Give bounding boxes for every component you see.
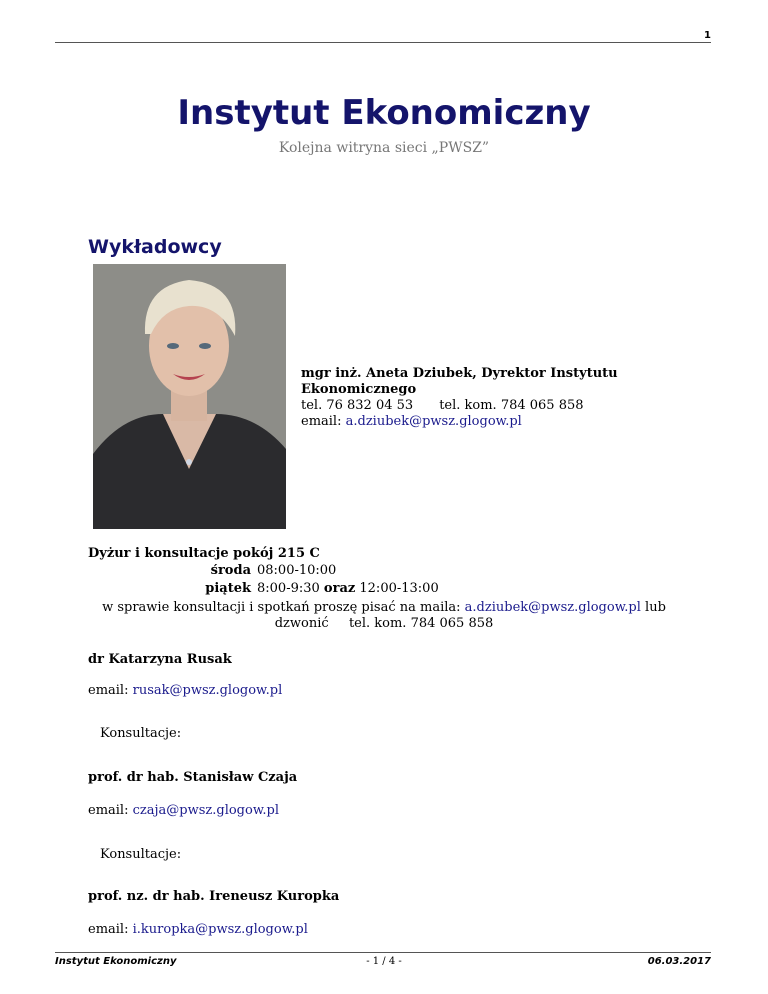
duty-heading: Dyżur i konsultacje pokój 215 C	[88, 546, 320, 561]
lecturer-name: dr Katarzyna Rusak	[88, 652, 232, 667]
schedule-hours: 8:00-9:30	[257, 581, 320, 596]
email-label: email:	[88, 683, 129, 698]
lecturer-email-row	[88, 803, 279, 818]
lecturer-consultations: Konsultacje:	[100, 847, 182, 862]
contact-text: w sprawie konsultacji i spotkań proszę pisać na maila:	[102, 600, 461, 615]
footer-page-indicator: - 1 / 4 -	[366, 956, 402, 967]
site-subtitle: Kolejna witryna sieci „PWSZ”	[278, 140, 490, 156]
lecturer-name: prof. dr hab. Stanisław Czaja	[88, 770, 298, 785]
schedule-row-wednesday	[0, 563, 768, 578]
contact-or: lub	[645, 600, 666, 615]
page-number: 1	[704, 30, 711, 41]
section-heading: Wykładowcy	[88, 236, 222, 258]
contact-call: dzwonić	[274, 616, 329, 631]
lecturer-email-link[interactable]: czaja@pwsz.glogow.pl	[132, 803, 280, 818]
schedule-day-label: piątek	[205, 581, 251, 596]
lecturer-email-link[interactable]: rusak@pwsz.glogow.pl	[132, 683, 283, 698]
lecturer-email-link[interactable]: i.kuropka@pwsz.glogow.pl	[132, 922, 308, 937]
footer-site-name: Instytut Ekonomiczny	[55, 956, 177, 967]
lecturer-consultations: Konsultacje:	[100, 726, 182, 741]
director-email-link[interactable]: a.dziubek@pwsz.glogow.pl	[345, 414, 522, 429]
email-label: email:	[301, 414, 342, 429]
contact-tel: tel. kom. 784 065 858	[348, 616, 494, 631]
director-email-row	[301, 414, 641, 430]
lecturer-email-row	[88, 683, 282, 698]
director-phones	[301, 398, 641, 414]
bottom-rule	[55, 952, 711, 953]
director-name: mgr inż. Aneta Dziubek, Dyrektor Instytutu Ekonomicznego	[301, 366, 618, 397]
schedule-hours: 08:00-10:00	[257, 563, 337, 578]
email-label: email:	[88, 922, 129, 937]
email-label: email:	[88, 803, 129, 818]
schedule-conjunction: oraz	[323, 581, 356, 596]
director-contact	[301, 366, 641, 430]
director-tel-kom: tel. kom. 784 065 858	[439, 398, 584, 413]
director-photo	[93, 264, 286, 529]
lecturer-email-row	[88, 922, 308, 937]
site-title: Instytut Ekonomiczny	[177, 93, 591, 133]
director-tel: tel. 76 832 04 53	[301, 398, 414, 413]
lecturer-name: prof. nz. dr hab. Ireneusz Kuropka	[88, 889, 340, 904]
schedule-day-label: środa	[210, 563, 251, 578]
footer-date: 06.03.2017	[647, 956, 711, 967]
contact-instructions	[0, 600, 768, 632]
schedule-row-friday	[0, 581, 768, 596]
schedule-hours: 12:00-13:00	[359, 581, 439, 596]
contact-email-link[interactable]: a.dziubek@pwsz.glogow.pl	[464, 600, 641, 615]
top-rule	[55, 42, 711, 43]
